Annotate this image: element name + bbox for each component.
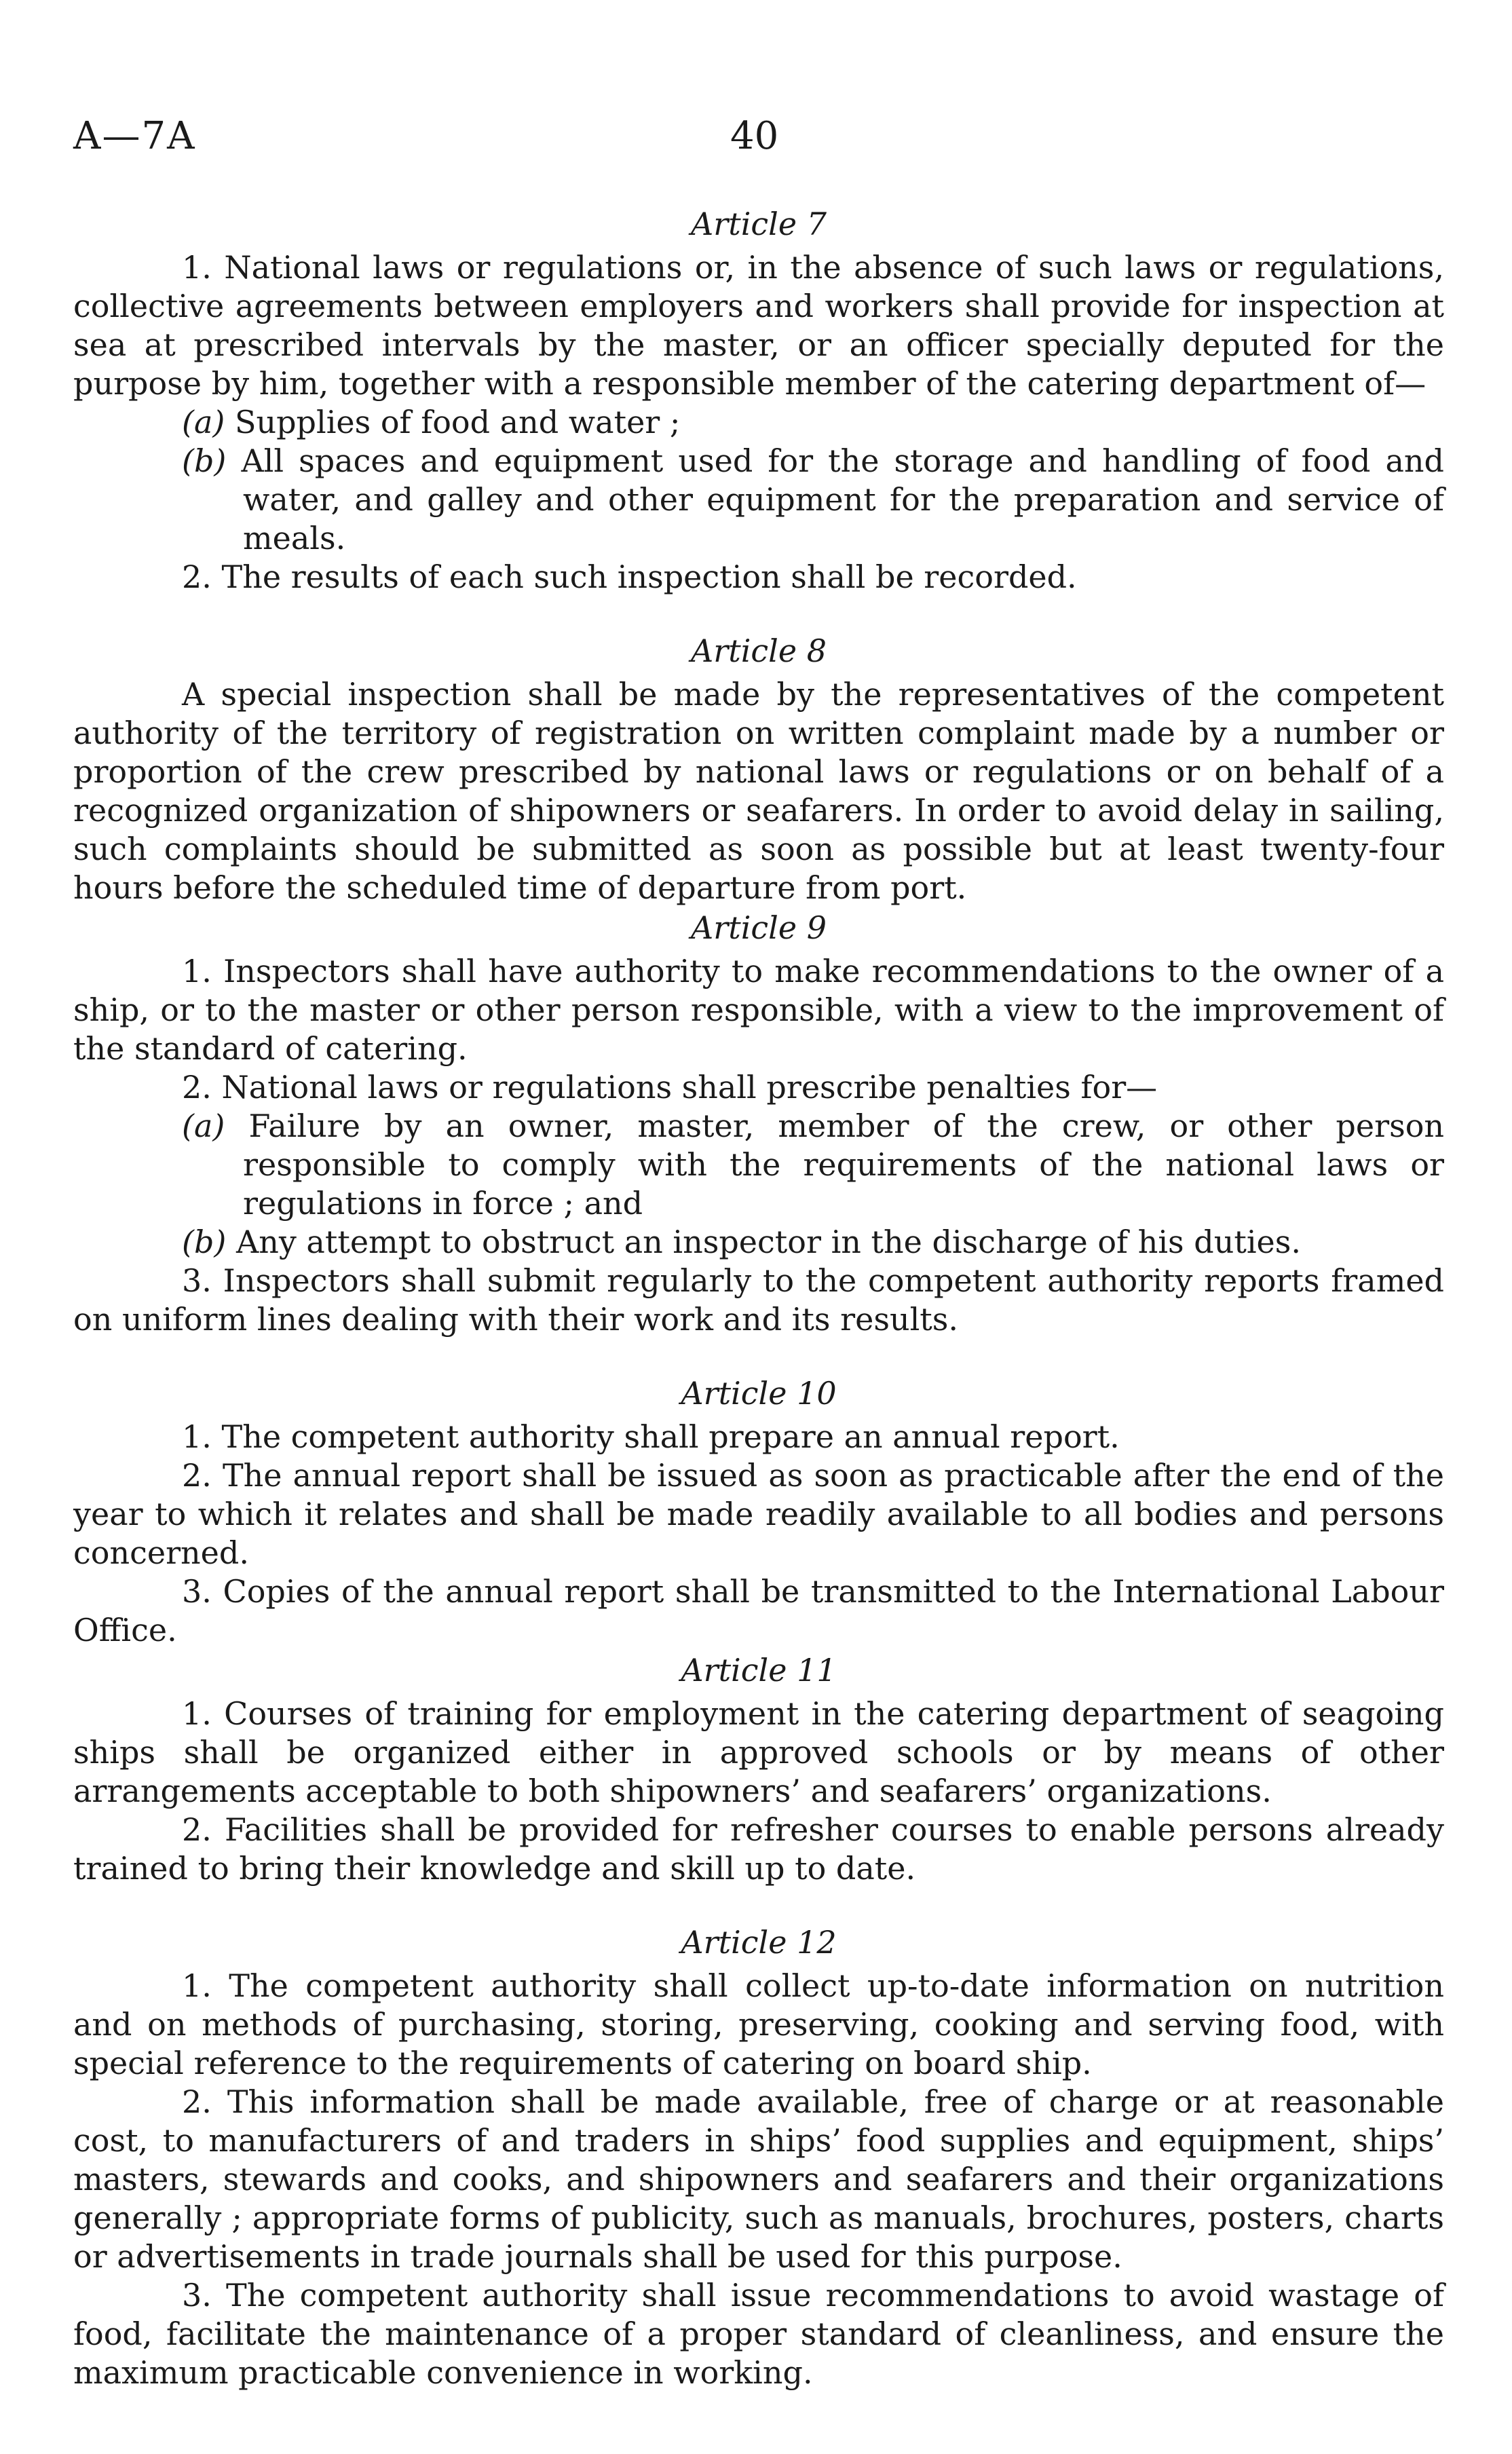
list-item bbox=[73, 1223, 1444, 1262]
paragraph: 1. The competent authority shall prepare an annual report. bbox=[182, 1418, 1120, 1455]
item-label: (b) bbox=[182, 442, 227, 479]
item-label: (a) bbox=[182, 404, 225, 440]
page-number: 40 bbox=[730, 114, 779, 158]
article-heading: Article 10 bbox=[681, 1375, 837, 1412]
paragraph: 1. Inspectors shall have authority to make recommendations to the owner of a ship, or to the master or other person responsible, with a view to the improvement of the standard of catering. bbox=[73, 953, 1444, 1067]
article-heading: Article 7 bbox=[691, 206, 827, 242]
list-item bbox=[73, 442, 1444, 558]
paragraph: 3. Copies of the annual report shall be transmitted to the International Labour Office. bbox=[73, 1573, 1444, 1648]
paragraph: 2. The results of each such inspection shall be recorded. bbox=[182, 559, 1077, 595]
article-9 bbox=[73, 907, 1444, 1339]
item-text: All spaces and equipment used for the storage and handling of food and water, and galley and other equipment for the preparation and service of meals. bbox=[241, 442, 1445, 556]
article-12 bbox=[73, 1922, 1444, 2392]
document-body bbox=[73, 204, 1444, 2392]
paragraph: 1. The competent authority shall collect up-to-date information on nutrition and on methods of purchasing, storing, preserving, cooking and serving food, with special reference to the requirements of catering on board ship. bbox=[73, 1967, 1444, 2081]
paragraph: 2. National laws or regulations shall prescribe penalties for— bbox=[182, 1069, 1158, 1106]
article-heading: Article 12 bbox=[681, 1924, 837, 1961]
item-text: Supplies of food and water ; bbox=[234, 404, 681, 440]
article-8 bbox=[73, 630, 1444, 907]
paragraph: 1. Courses of training for employment in the catering department of seagoing ships shall be organized either in approved schools or by means of other arrangements acceptable to both shipowners’ and seafarers’ organizations. bbox=[73, 1695, 1444, 1809]
paragraph: 2. The annual report shall be issued as soon as practicable after the end of the year to which it relates and shall be made readily available to all bodies and persons concerned. bbox=[73, 1457, 1444, 1571]
article-11 bbox=[73, 1650, 1444, 1888]
document-reference: A—7A bbox=[73, 114, 196, 158]
list-item bbox=[73, 1107, 1444, 1223]
paragraph: 2. This information shall be made available, free of charge or at reasonable cost, to manufacturers of and traders in ships’ food supplies and equipment, ships’ masters, stewards and cooks, and shipowners and seafarers and their organizations generally ; appropriate forms of publicity, such as manuals, brochures, posters, charts or advertisements in trade journals shall be used for this purpose. bbox=[73, 2083, 1444, 2275]
item-text: Failure by an owner, master, member of the crew, or other person responsible to comply with the requirements of the national laws or regulations in force ; and bbox=[243, 1108, 1445, 1222]
article-7 bbox=[73, 204, 1444, 597]
item-text: Any attempt to obstruct an inspector in the discharge of his duties. bbox=[235, 1224, 1301, 1260]
paragraph: A special inspection shall be made by the representatives of the competent authority of the territory of registration on written complaint made by a number or proportion of the crew prescribed by national laws or regulations or on behalf of a recognized organization of shipowners or seafarers. In order to avoid delay in sailing, such complaints should be submitted as soon as possible but at least twenty-four hours before the scheduled time of departure from port. bbox=[73, 676, 1444, 906]
article-heading: Article 11 bbox=[681, 1652, 837, 1688]
article-heading: Article 9 bbox=[691, 909, 827, 946]
paragraph: 1. National laws or regulations or, in the absence of such laws or regulations, collective agreements between employers and workers shall provide for inspection at sea at prescribed intervals by the master, or an officer specially deputed for the purpose by him, together with a responsible member of the catering department of— bbox=[73, 249, 1444, 402]
list-item bbox=[73, 403, 1444, 442]
paragraph: 3. Inspectors shall submit regularly to the competent authority reports framed on uniform lines dealing with their work and its results. bbox=[73, 1262, 1444, 1338]
paragraph: 3. The competent authority shall issue recommendations to avoid wastage of food, facilitate the maintenance of a proper standard of cleanliness, and ensure the maximum practicable convenience in working. bbox=[73, 2277, 1444, 2391]
paragraph: 2. Facilities shall be provided for refresher courses to enable persons already trained to bring their knowledge and skill up to date. bbox=[73, 1811, 1444, 1887]
item-label: (a) bbox=[182, 1108, 225, 1144]
article-10 bbox=[73, 1373, 1444, 1650]
item-label: (b) bbox=[182, 1224, 227, 1260]
article-heading: Article 8 bbox=[691, 633, 827, 669]
